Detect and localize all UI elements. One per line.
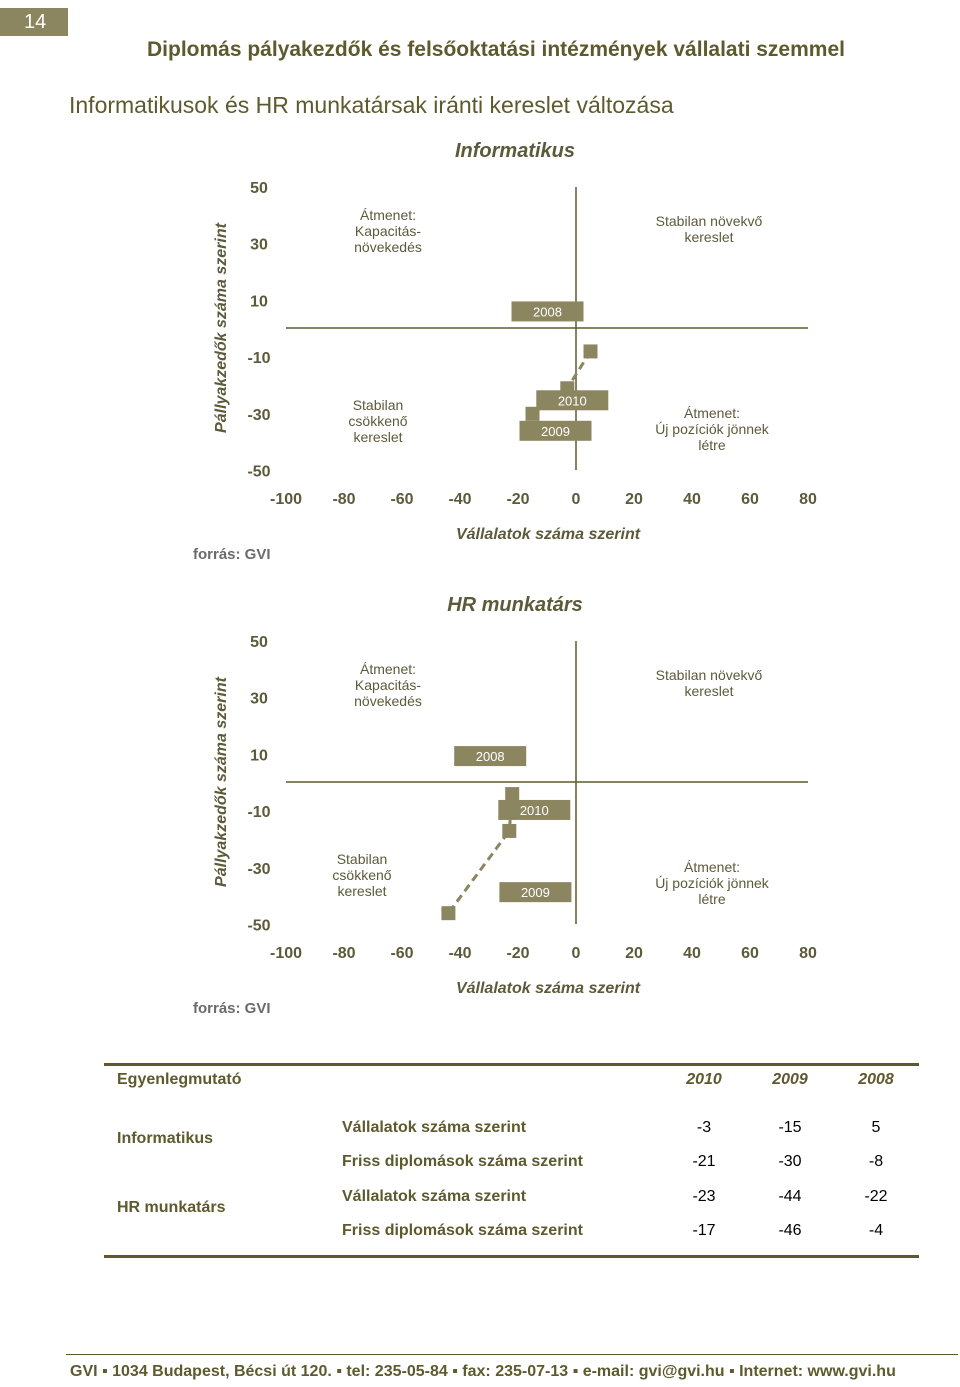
data-marker-2008 bbox=[505, 787, 519, 801]
table-group-name: Informatikus bbox=[117, 1130, 214, 1147]
table-bottom-rule bbox=[104, 1255, 919, 1258]
x-tick-label: -100 bbox=[269, 945, 303, 962]
x-tick-label: -20 bbox=[506, 945, 530, 962]
chart-informatikus bbox=[0, 130, 960, 570]
table-cell: -3 bbox=[696, 1119, 712, 1136]
x-tick-label: 80 bbox=[799, 491, 817, 508]
x-tick-label: -80 bbox=[332, 491, 356, 508]
y-tick-label: -30 bbox=[247, 860, 271, 878]
table-cell: 5 bbox=[871, 1119, 881, 1136]
x-tick-label: 0 bbox=[571, 945, 581, 962]
quadrant-label-top-left: Átmenet: Kapacitás-növekedés bbox=[354, 661, 422, 710]
table-cell: -21 bbox=[692, 1153, 716, 1170]
data-marker-2008 bbox=[584, 344, 598, 358]
y-axis-label: Pállyakzedők száma szerint bbox=[213, 677, 230, 887]
table-cell: -30 bbox=[778, 1153, 802, 1170]
y-tick-label: 30 bbox=[250, 236, 268, 254]
x-tick-label: 40 bbox=[683, 491, 701, 508]
footer-contact: GVI ▪ 1034 Budapest, Bécsi út 120. ▪ tel: 235-05-84 ▪ fax: 235-07-13 ▪ e-mail: gvi@gvi.hu ▪ Internet: www.gvi.hu bbox=[70, 1363, 896, 1380]
table-cell: -23 bbox=[692, 1188, 716, 1205]
page-subtitle: Informatikusok és HR munkatársak iránti kereslet változása bbox=[69, 92, 674, 118]
y-axis-label: Pállyakzedők száma szerint bbox=[213, 223, 230, 433]
x-tick-label: 80 bbox=[799, 945, 817, 962]
table-row-label: Friss diplomások száma szerint bbox=[342, 1153, 583, 1170]
data-label-2010: 2010 bbox=[557, 393, 587, 409]
table-year-2009: 2009 bbox=[772, 1071, 808, 1088]
table-cell: -44 bbox=[778, 1188, 802, 1205]
chart-informatikus-source: forrás: GVI bbox=[193, 546, 271, 563]
x-axis-label: Vállalatok száma szerint bbox=[455, 980, 641, 997]
x-tick-label: 60 bbox=[741, 491, 759, 508]
y-tick-label: 10 bbox=[250, 293, 268, 311]
table-cell: -46 bbox=[778, 1222, 802, 1239]
chart-informatikus-svg bbox=[0, 130, 960, 570]
table-year-2008: 2008 bbox=[858, 1071, 894, 1088]
header-title: Diplomás pályakezdők és felsőoktatási intézmények vállalati szemmel bbox=[147, 38, 845, 61]
x-axis-label: Vállalatok száma szerint bbox=[455, 526, 641, 543]
chart-hr-source: forrás: GVI bbox=[193, 1000, 271, 1017]
x-tick-label: 40 bbox=[683, 945, 701, 962]
data-marker-2009 bbox=[441, 906, 455, 920]
table-cell: -22 bbox=[864, 1188, 888, 1205]
table-header-label: Egyenlegmutató bbox=[117, 1071, 242, 1088]
quadrant-label-bottom-right: Átmenet: Új pozíciók jönnek létre bbox=[655, 859, 769, 908]
data-marker-2009 bbox=[526, 407, 540, 421]
page-number: 14 bbox=[0, 8, 68, 36]
table-cell: -8 bbox=[868, 1153, 884, 1170]
y-tick-label: -10 bbox=[247, 804, 271, 822]
chart-hr bbox=[0, 584, 960, 1024]
chart-hr-svg bbox=[0, 584, 960, 1024]
footer-rule bbox=[66, 1354, 958, 1355]
quadrant-label-bottom-left: Stabilan csökkenő kereslet bbox=[348, 397, 408, 446]
data-label-2009: 2009 bbox=[520, 885, 550, 901]
x-tick-label: -60 bbox=[390, 491, 414, 508]
x-tick-label: 0 bbox=[571, 491, 581, 508]
table-cell: -17 bbox=[692, 1222, 716, 1239]
x-tick-label: -40 bbox=[448, 491, 472, 508]
table-cell: -4 bbox=[868, 1222, 884, 1239]
chart-title: Informatikus bbox=[454, 140, 576, 162]
x-tick-label: 20 bbox=[625, 945, 643, 962]
data-label-2009: 2009 bbox=[541, 423, 570, 439]
y-tick-label: 50 bbox=[250, 180, 268, 197]
table-cell: -15 bbox=[778, 1119, 802, 1136]
table-year-2010: 2010 bbox=[686, 1071, 722, 1088]
x-tick-label: -100 bbox=[269, 491, 303, 508]
y-tick-label: 50 bbox=[250, 634, 268, 651]
y-tick-label: 10 bbox=[250, 747, 268, 765]
balance-table bbox=[104, 1063, 919, 1259]
y-tick-label: 30 bbox=[250, 690, 268, 708]
x-tick-label: 20 bbox=[625, 491, 643, 508]
quadrant-label-bottom-left: Stabilan csökkenő kereslet bbox=[332, 851, 392, 900]
y-tick-label: -10 bbox=[247, 350, 271, 368]
quadrant-label-top-right: Stabilan növekvő kereslet bbox=[655, 213, 763, 246]
quadrant-label-top-right: Stabilan növekvő kereslet bbox=[655, 667, 763, 700]
x-tick-label: -40 bbox=[448, 945, 472, 962]
y-tick-label: -30 bbox=[247, 406, 271, 424]
table-row-label: Friss diplomások száma szerint bbox=[342, 1222, 583, 1239]
table-row-label: Vállalatok száma szerint bbox=[342, 1188, 527, 1205]
data-label-2008: 2008 bbox=[475, 749, 505, 765]
x-tick-label: -20 bbox=[506, 491, 530, 508]
quadrant-label-top-left: Átmenet: Kapacitás-növekedés bbox=[354, 207, 422, 256]
data-label-2008: 2008 bbox=[533, 304, 562, 320]
table-row-label: Vállalatok száma szerint bbox=[342, 1119, 527, 1136]
chart-title: HR munkatárs bbox=[447, 594, 583, 616]
x-tick-label: -60 bbox=[390, 945, 414, 962]
y-tick-label: -50 bbox=[247, 917, 271, 935]
quadrant-label-bottom-right: Átmenet: Új pozíciók jönnek létre bbox=[655, 405, 769, 454]
table-top-rule bbox=[104, 1063, 919, 1066]
x-tick-label: 60 bbox=[741, 945, 759, 962]
x-tick-label: -80 bbox=[332, 945, 356, 962]
data-label-2010: 2010 bbox=[519, 802, 549, 818]
y-tick-label: -50 bbox=[247, 463, 271, 481]
data-marker-2010 bbox=[502, 824, 516, 838]
table-group-name: HR munkatárs bbox=[117, 1199, 226, 1216]
